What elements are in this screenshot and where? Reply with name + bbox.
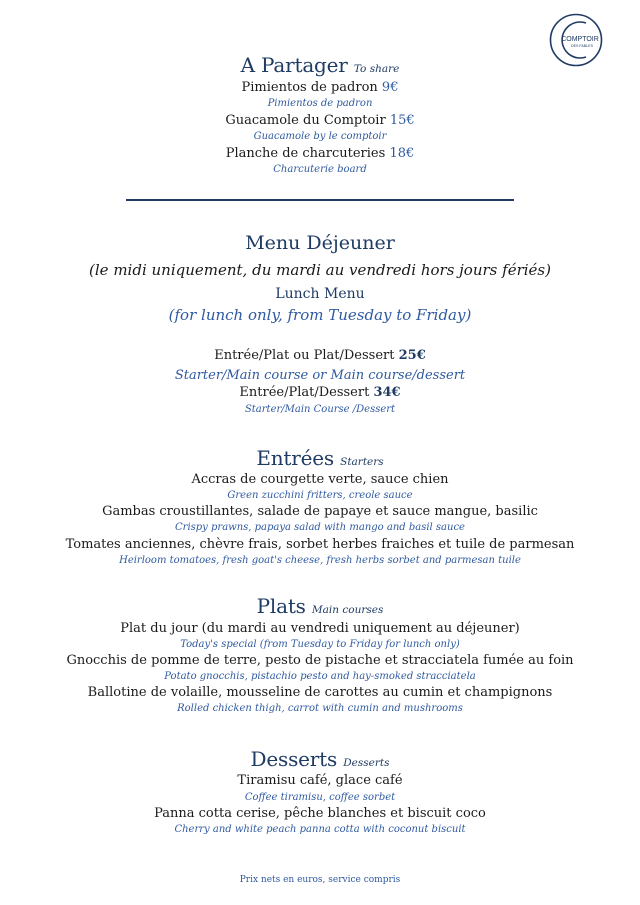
menu-item: Plat du jour (du mardi au vendredi uniquement au déjeuner) [120,621,520,636]
section-title-entrees [0,446,640,470]
menu-item: Ballotine de volaille, mousseline de carottes au cumin et champignons [87,685,553,700]
lunch-note-fr: (le midi uniquement, du mardi au vendredi hors jours fériés) [89,261,551,279]
item-translation: Guacamole by le comptoir [253,131,387,142]
menu-item: Panna cotta cerise, pêche blanches et biscuit coco [154,806,486,821]
logo-sub: DES FABLES [571,44,593,48]
menu-item: Gnocchis de pomme de terre, pesto de pistache et stracciatela fumée au foin [66,653,574,668]
partager-subtitle: To share [353,63,400,75]
item-translation: Crispy prawns, papaya salad with mango and basil sauce [175,522,465,533]
plats-title: Plats [256,594,306,618]
entrees-subtitle: Starters [340,456,384,468]
formula-price: 34€ [373,385,401,400]
plats-subtitle: Main courses [311,604,384,616]
section-title-plats [0,594,640,618]
item-translation: Potato gnocchis, pistachio pesto and hay-smoked stracciatela [164,671,476,682]
formula-label: Entrée/Plat/Dessert [239,385,370,400]
item-translation: Today's special (from Tuesday to Friday for lunch only) [180,639,460,650]
logo-name: COMPTOIR [561,36,599,43]
entrees-title: Entrées [256,446,334,470]
formula-translation: Starter/Main Course /Dessert [244,404,396,415]
menu-item [0,113,640,128]
item-price: 18€ [389,146,415,161]
section-title-partager [0,53,640,77]
item-name: Guacamole du Comptoir [225,113,386,128]
desserts-subtitle: Desserts [343,757,390,769]
lunch-note-en: (for lunch only, from Tuesday to Friday) [168,306,472,324]
lunch-formula [0,385,640,400]
item-translation: Cherry and white peach panna cotta with coconut biscuit [174,824,466,835]
item-translation: Coffee tiramisu, coffee sorbet [244,792,396,803]
partager-title: A Partager [240,53,348,77]
section-divider [126,199,514,201]
menu-item [0,146,640,161]
item-name: Planche de charcuteries [225,146,386,161]
lunch-title: Menu Déjeuner [245,232,395,254]
item-name: Pimientos de padron [241,80,378,95]
lunch-title-en: Lunch Menu [275,286,365,302]
item-translation: Heirloom tomatoes, fresh goat's cheese, fresh herbs sorbet and parmesan tuile [119,555,521,566]
desserts-title: Desserts [250,747,338,771]
item-price: 9€ [381,80,399,95]
item-translation: Pimientos de padron [267,98,373,109]
menu-item: Tomates anciennes, chèvre frais, sorbet herbes fraiches et tuile de parmesan [65,537,575,552]
item-translation: Charcuterie board [273,164,367,175]
menu-item [0,80,640,95]
menu-item: Tiramisu café, glace café [237,773,403,788]
footer-note: Prix nets en euros, service compris [239,875,401,885]
menu-item: Accras de courgette verte, sauce chien [191,472,449,487]
section-title-desserts [0,747,640,771]
item-translation: Rolled chicken thigh, carrot with cumin and mushrooms [177,703,463,714]
formula-translation: Starter/Main course or Main course/dessert [174,368,466,383]
formula-label: Entrée/Plat ou Plat/Dessert [214,348,395,363]
lunch-formula [0,348,640,363]
item-translation: Green zucchini fritters, creole sauce [227,490,413,501]
menu-item: Gambas croustillantes, salade de papaye et sauce mangue, basilic [102,504,538,519]
formula-price: 25€ [398,348,426,363]
item-price: 15€ [389,113,415,128]
